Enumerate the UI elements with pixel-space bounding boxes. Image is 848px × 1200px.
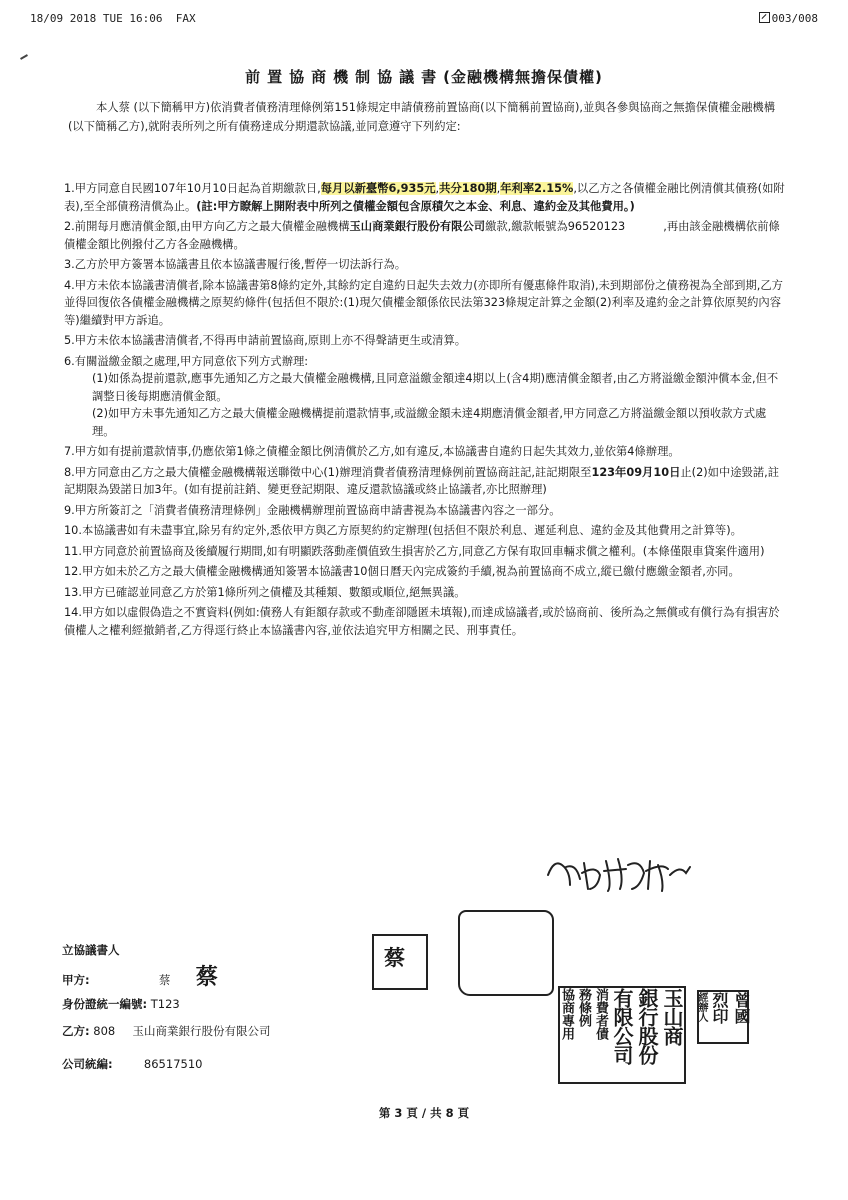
clause-text: 甲方如以虛假偽造之不實資料(例如:債務人有鉅額存款或不動產卻隱匿未填報),而達成協議者,或於協商前、後所為之無償或有償行為有損害於債權人之權利經撤銷者,乙方得逕行終止本協議書內容,並依法追究甲方相關之民、刑事責任。 xyxy=(64,606,780,637)
clause-1 xyxy=(64,180,786,215)
document-title xyxy=(0,66,848,87)
clause-text: 前開每月應清償金額,由甲方向乙方之最大債權金融機構 xyxy=(74,220,350,233)
clause-7 xyxy=(64,443,786,461)
clause-number: 10. xyxy=(64,524,82,537)
clause-text: 甲方已確認並同意乙方於第1條所列之債權及其種類、數額或順位,絕無異議。 xyxy=(81,585,466,599)
scan-mark-icon xyxy=(20,54,28,60)
clause-text: 繳款,繳款帳號為 xyxy=(485,220,568,233)
clause-text: 本協議書如有未盡事宜,除另有約定外,悉依甲方與乙方原契約約定辦理(包括但不限於利息、遲延利息、違約金及其他費用之計算等)。 xyxy=(81,524,742,537)
clause-6-sub-1: (1)如係為提前還款,應事先通知乙方之最大債權金融機構,且同意溢繳金額達4期以上(含4期)應清償金額者,由乙方將溢繳金額沖償本金,但不調整日後每期應清償金額。 xyxy=(92,372,779,403)
bank-seal-col: 玉山商 xyxy=(660,988,684,1045)
clause-6-sub-2: (2)如甲方未事先通知乙方之最大債權金融機構提前還款情事,或溢繳金額未達4期應清償金額者,甲方同意乙方將溢繳金額以預收款方式處理。 xyxy=(92,407,767,438)
monthly-payment-highlight: 每月以新臺幣6,935元 xyxy=(320,182,436,195)
clause-5 xyxy=(64,332,786,350)
clause-number: 7. xyxy=(64,445,75,458)
party-b-label: 乙方: xyxy=(62,1024,90,1038)
party-b-row xyxy=(62,1019,382,1046)
clause-text: 甲方未依本協議書清償者,除本協議書第8條約定外,其餘約定自違約日起失去效力(亦即所有優惠條件取消),未到期部份之債務視為全部到期,乙方並得回復依各債權金融機構之原契約條件(包括但不限於:(1)現欠債權金額係依民法第323條規定計算之金額(2)利率及違約金之計算依原契約內容等)繼續對甲方訴追。 xyxy=(64,278,783,327)
clause-11 xyxy=(64,543,786,561)
clause-6 xyxy=(64,353,786,441)
fax-header xyxy=(30,12,818,30)
clause-12 xyxy=(64,563,786,581)
party-b-code: 808 xyxy=(93,1024,116,1038)
title-main: 前置協商機制協議書 xyxy=(245,68,444,86)
clause-3 xyxy=(64,256,786,274)
bank-seal-small-col: 協商專用 xyxy=(559,988,574,1040)
clause-text: ,再由該金融機構依前條債權金額比例撥付乙方各金融機構。 xyxy=(64,220,780,251)
tax-id-label: 公司統編: xyxy=(62,1057,113,1071)
clause-text: 止(2)如中途毀諾,註記期限為毀諾日加3年。(如有提前註銷、變更登記期限、違反還款協議或終止協議者,亦比照辦理) xyxy=(64,465,780,496)
clause-text: 甲方未依本協議書清償者,不得再申請前置協商,原則上亦不得聲請更生或清算。 xyxy=(74,334,467,347)
blank-seal-box xyxy=(458,910,554,996)
clause-number: 11. xyxy=(64,544,82,558)
clause-8 xyxy=(64,464,786,499)
signature-block xyxy=(62,938,382,1079)
clause-4 xyxy=(64,277,786,330)
clause-number: 5. xyxy=(64,334,75,347)
clause-number: 12. xyxy=(64,565,82,578)
intro-paragraph xyxy=(68,98,784,136)
clause-14 xyxy=(64,604,786,639)
officer-seal-stamp xyxy=(697,990,749,1044)
clause-number: 4. xyxy=(64,278,75,292)
clause-text: 甲方同意於前置協商及後續履行期間,如有明顯跌落動產價值致生損害於乙方,同意乙方保有取回車輛求償之權利。(本條僅限車貸案件適用) xyxy=(81,544,765,558)
clause-13 xyxy=(64,584,786,602)
clause-number: 6. xyxy=(64,354,75,368)
clause-text: 乙方於甲方簽署本協議書且依本協議書履行後,暫停一切法訴行為。 xyxy=(74,258,406,271)
clause-number: 9. xyxy=(64,503,75,517)
title-suffix: (金融機構無擔保債權) xyxy=(443,68,603,86)
fax-page-number: 003/008 xyxy=(771,12,818,25)
fax-timestamp: 18/09 2018 TUE 16:06 FAX xyxy=(30,12,196,25)
interest-rate-highlight: 年利率2.15% xyxy=(500,182,574,195)
installments-highlight: 共分180期 xyxy=(439,182,497,195)
party-b-name: 玉山商業銀行股份有限公司 xyxy=(132,1024,271,1038)
tax-id-value: 86517510 xyxy=(143,1057,203,1071)
personal-seal-text: 蔡 xyxy=(384,946,405,970)
clause-number: 14. xyxy=(64,606,82,619)
id-row xyxy=(62,992,382,1019)
clause-number: 13. xyxy=(64,585,82,599)
officer-seal-col: 曾國 xyxy=(732,992,751,1024)
bank-seal-small-col: 消費者債 xyxy=(593,988,608,1040)
clause-text: 甲方同意自民國107年10月10日起為首期繳款日, xyxy=(74,182,321,195)
registration-deadline: 123年09月10日 xyxy=(591,465,681,479)
bank-seal-small-col: 務條例 xyxy=(576,988,591,1027)
party-a-handwritten-signature: 蔡 xyxy=(195,964,218,990)
personal-seal-stamp xyxy=(372,934,428,990)
officer-seal-col: 烈印 xyxy=(710,992,729,1024)
clause-text: , xyxy=(496,182,501,195)
bank-name: 玉山商業銀行股份有限公司 xyxy=(349,220,486,233)
page-footer: 第 3 頁 / 共 8 頁 xyxy=(378,1106,470,1120)
clause-text: ,以乙方之各債權金融比例清償其債務(如附表),至全部債務清償為止。 xyxy=(64,182,785,213)
clause-number: 8. xyxy=(64,465,75,479)
clause-10 xyxy=(64,522,786,540)
tax-id-row xyxy=(62,1052,382,1079)
id-value: T123 xyxy=(150,997,180,1011)
id-label: 身份證統一編號: xyxy=(62,997,148,1011)
signatory-heading: 立協議書人 xyxy=(62,943,120,957)
account-number: 96520123 xyxy=(567,220,626,233)
clause-list xyxy=(64,180,786,642)
party-a-label: 甲方: xyxy=(62,973,90,987)
clause-number: 3. xyxy=(64,258,75,271)
clause-text: 甲方如未於乙方之最大債權金融機構通知簽署本協議書10個日曆天內完成簽約手續,視為前置協商不成立,縱已繳付應繳金額者,亦同。 xyxy=(81,565,740,578)
clause-text: 甲方所簽訂之「消費者債務清理條例」金融機構辦理前置協商申請書視為本協議書內容之一部分。 xyxy=(74,503,561,517)
clause-number: 1. xyxy=(64,182,75,195)
fax-checkbox-icon xyxy=(759,12,770,23)
clause-text: , xyxy=(435,182,440,195)
fax-page-counter xyxy=(759,12,818,25)
officer-seal-small-col: 經辦人 xyxy=(696,992,707,1022)
party-a-row xyxy=(62,965,382,992)
clause-2 xyxy=(64,218,786,253)
clause-text: 甲方如有提前還款情事,仍應依第1條之債權金額比例清償於乙方,如有違反,本協議書自違約日起失其效力,並依第4條辦理。 xyxy=(74,445,680,458)
party-a-name: 蔡 xyxy=(158,973,171,987)
handwritten-remainder-blank xyxy=(540,845,700,895)
clause-note: (註:甲方瞭解上開附表中所列之債權金額包含原積欠之本金、利息、違約金及其他費用。) xyxy=(196,199,635,213)
bank-seal-stamp xyxy=(558,986,686,1084)
clause-text: 有關溢繳金額之處理,甲方同意依下列方式辦理: xyxy=(74,354,309,368)
bank-seal-col: 銀行股份 xyxy=(635,988,659,1064)
intro-text: 本人蔡 (以下簡稱甲方)依消費者債務清理條例第151條規定申請債務前置協商(以下簡稱前置協商),並與各參與協商之無擔保債權金融機構(以下簡稱乙方),就附表所列之所有債務達成分期還款協議,並同意遵守下列約定: xyxy=(68,101,776,133)
clause-text: 甲方同意由乙方之最大債權金融機構報送聯徵中心(1)辦理消費者債務清理條例前置協商註記,註記期限至 xyxy=(74,465,592,479)
clause-number: 2. xyxy=(64,220,75,233)
bank-seal-col: 有限公司 xyxy=(610,988,634,1064)
clause-9 xyxy=(64,502,786,520)
